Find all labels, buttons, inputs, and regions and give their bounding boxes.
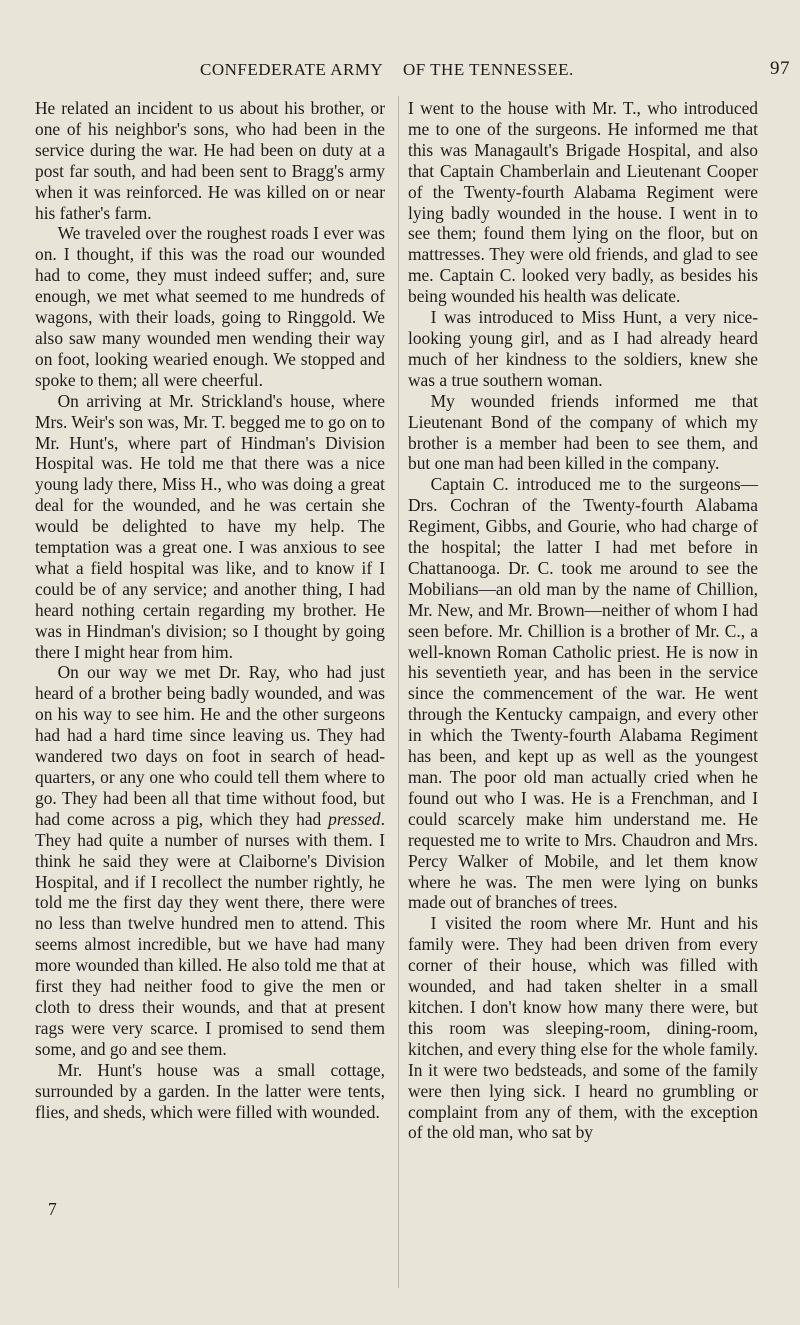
paragraph: Mr. Hunt's house was a small cottage, surrounded by a garden. In the latter were tents, flies, and sheds, which were filled with wounded. — [35, 1059, 385, 1122]
paragraph: We traveled over the roughest roads I ever was on. I thought, if this was the road our wounded had to come, they must indeed suffer; and, sure enough, we met what seemed to me hundreds of wagons, with their loads, going to Ringgold. We also saw many wounded men wending their way on foot, looking wearied enough. We stopped and spoke to them; all were cheerful. — [35, 223, 385, 390]
paragraph: I went to the house with Mr. T., who introduced me to one of the surgeons. He informed me that this was Managault's Brigade Hospital, and also that Captain Chamberlain and Lieutenant Cooper of the Twenty-fourth Alabama Regiment were lying badly wounded in the house. I went in to see them; found them lying on the floor, but on mattresses. They were old friends, and glad to see me. Captain C. looked very badly, as besides his being wounded his health was delicate. — [408, 98, 758, 307]
paragraph: On our way we met Dr. Ray, who had just heard of a brother being badly wounded, and was on his way to see him. He and the other surgeons had had a hard time since leaving us. They had wandered two days on foot in search of head-quarters, or any one who could tell them where to go. They had been all that time without food, but had come across a pig, which they had pressed. They had quite a number of nurses with them. I think he said they were at Claiborne's Division Hospital, and if I recollect the number rightly, he told me the first day they went there, there were no less than twelve hundred men to attend. This seems almost incredible, but we have had many more wounded than killed. He also told me that at first they had neither food to give the men or cloth to dress their wounds, and that at present rags were very scarce. I promised to send them some, and go and see them. — [35, 662, 385, 1059]
signature-mark: 7 — [48, 1199, 57, 1219]
header-right-text: OF THE TENNESSEE. — [403, 60, 574, 79]
paragraph: On arriving at Mr. Strickland's house, where Mrs. Weir's son was, Mr. T. begged me to go on to Mr. Hunt's, where part of Hindman's Division Hospital was. He told me that there was a nice young lady there, Miss H., who was doing a great deal for the wounded, and he was certain she would be delighted to have my help. The temptation was a great one. I was anxious to see what a field hospital was like, and to know if I could be of any service; and another thing, I had heard nothing certain regarding my brother. He was in Hindman's division; so I thought by going there I might hear from him. — [35, 390, 386, 662]
paragraph: He related an incident to us about his brother, or one of his neighbor's sons, who had been in the service during the war. He had been on duty at a post far south, and had been sent to Bragg's army when it was reinforced. He was killed on or near his father's farm. — [35, 98, 385, 223]
column-divider — [398, 96, 399, 1288]
running-header — [200, 60, 800, 84]
left-column — [35, 98, 385, 1122]
header-left-text: CONFEDERATE ARMY — [200, 60, 384, 79]
page-number: 97 — [770, 58, 790, 79]
italic-word: pressed — [328, 808, 381, 829]
paragraph: I was introduced to Miss Hunt, a very nice-looking young girl, and as I had already heard much of her kindness to the soldiers, knew she was a true southern woman. — [408, 307, 758, 390]
paragraph: My wounded friends informed me that Lieutenant Bond of the company of which my brother is a member had been to see them, and but one man had been killed in the company. — [408, 390, 758, 474]
right-column — [408, 98, 758, 1143]
paragraph: Captain C. introduced me to the surgeons—Drs. Cochran of the Twenty-fourth Alabama Regiment, Gibbs, and Gourie, who had charge of the hospital; the latter I had met before in Chattanooga. Dr. C. took me around to see the Mobilians—an old man by the name of Chillion, Mr. New, and Mr. Brown—neither of whom I had seen before. Mr. Chillion is a brother of Mr. C., a well-known Roman Catholic priest. He is now in his seventieth year, and has been in the service since the commencement of the war. He went through the Kentucky campaign, and every other in which the Twenty-fourth Alabama Regiment has been, and kept up as well as the youngest man. The poor old man actually cried when he found out who I was. He is a Frenchman, and I could scarcely make him understand me. He requested me to write to Mrs. Chaudron and Mrs. Percy Walker of Mobile, and let them know where he was. The men were lying on bunks made out of branches of trees. — [408, 474, 758, 913]
paragraph: I visited the room where Mr. Hunt and his family were. They had been driven from every corner of their house, which was filled with wounded, and had taken shelter in a small kitchen. I don't know how many there were, but this room was sleeping-room, dining-room, kitchen, and every thing else for the whole family. In it were two bedsteads, and some of the family were then lying sick. I heard no grumbling or complaint from any of them, with the exception of the old man, who sat by — [408, 913, 758, 1143]
